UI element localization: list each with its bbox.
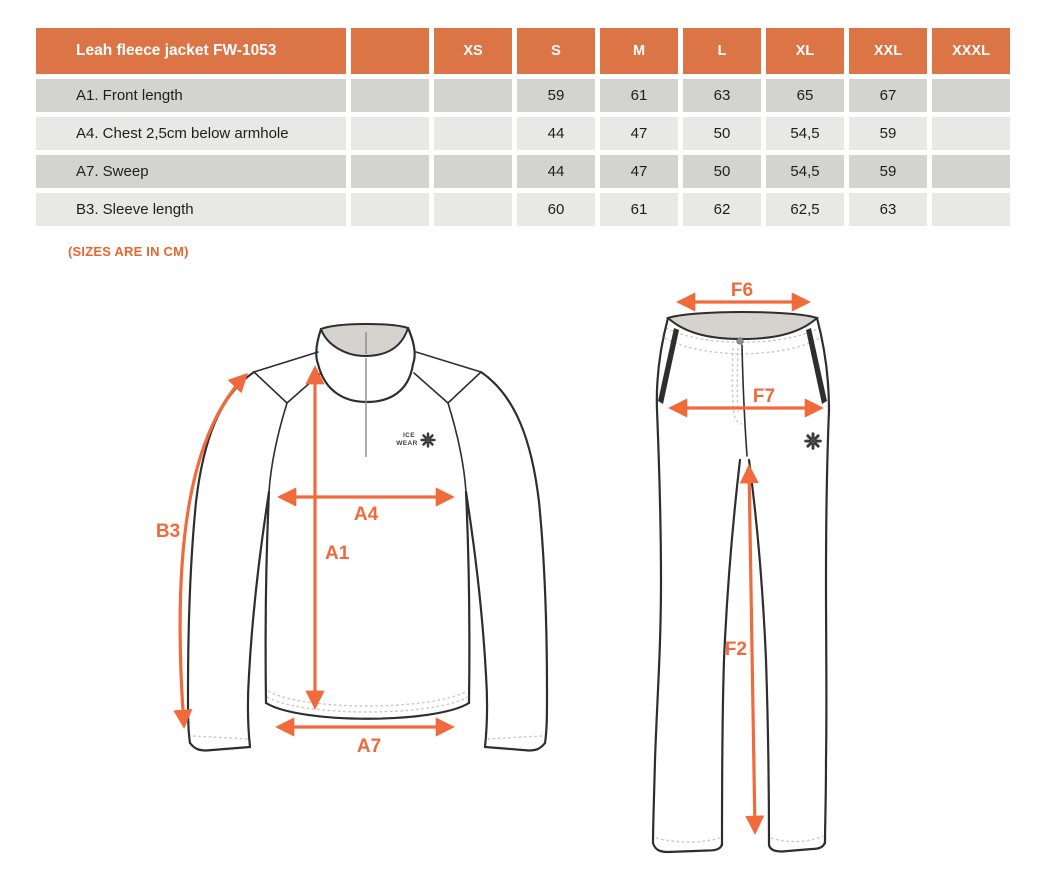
- cell: 59: [849, 117, 927, 150]
- cell: 60: [517, 193, 595, 226]
- cell: [434, 79, 512, 112]
- snowflake-icon: [422, 434, 435, 447]
- cell: [434, 193, 512, 226]
- cell: 47: [600, 155, 678, 188]
- table-header-row: [36, 28, 1010, 74]
- a4-label: A4: [353, 504, 379, 525]
- cell: 61: [600, 193, 678, 226]
- left-pocket: [658, 328, 679, 404]
- jacket-measurements: [156, 368, 452, 757]
- cell: [932, 155, 1010, 188]
- cell: [434, 117, 512, 150]
- cell: [351, 79, 429, 112]
- cell: [932, 79, 1010, 112]
- product-title: Leah fleece jacket FW-1053: [36, 28, 346, 74]
- cell: 59: [849, 155, 927, 188]
- size-chart-table: [31, 23, 1015, 231]
- cell: 44: [517, 155, 595, 188]
- right-pocket: [806, 328, 827, 404]
- cell: 47: [600, 117, 678, 150]
- cell: 50: [683, 117, 761, 150]
- size-col-s: S: [517, 28, 595, 74]
- cell: 54,5: [766, 117, 844, 150]
- cell: 63: [683, 79, 761, 112]
- cell: [434, 155, 512, 188]
- collar-opening: [321, 324, 408, 356]
- cell: 63: [849, 193, 927, 226]
- cell: 62,5: [766, 193, 844, 226]
- a7-label: A7: [356, 736, 382, 757]
- jacket-drawing: [188, 324, 547, 751]
- f2-arrow: [749, 467, 755, 832]
- pants-drawing: [653, 312, 829, 852]
- f7-label: F7: [752, 386, 776, 407]
- cell: 61: [600, 79, 678, 112]
- f6-label: F6: [730, 280, 754, 301]
- snowflake-icon: [806, 434, 821, 449]
- icewear-logo: [396, 432, 434, 447]
- waist-button: [737, 338, 743, 344]
- pants-measurements: [671, 280, 821, 832]
- row-label: A4. Chest 2,5cm below armhole: [36, 117, 346, 150]
- cell: 62: [683, 193, 761, 226]
- size-col-xxl: XXL: [849, 28, 927, 74]
- cell: 54,5: [766, 155, 844, 188]
- cell: 44: [517, 117, 595, 150]
- size-col-xxxl: XXXL: [932, 28, 1010, 74]
- row-label: B3. Sleeve length: [36, 193, 346, 226]
- logo-text-line1: ICE: [402, 432, 416, 439]
- size-col-m: M: [600, 28, 678, 74]
- cell: [932, 117, 1010, 150]
- cell: 67: [849, 79, 927, 112]
- a1-label: A1: [325, 543, 350, 564]
- cell: 59: [517, 79, 595, 112]
- size-col-xs: XS: [434, 28, 512, 74]
- table-row: [36, 117, 1010, 150]
- table-row: [36, 155, 1010, 188]
- cell: [351, 193, 429, 226]
- cell: [932, 193, 1010, 226]
- table-row: [36, 79, 1010, 112]
- pants-diagram: [620, 278, 930, 878]
- b3-arrow: [180, 375, 246, 726]
- cell: 65: [766, 79, 844, 112]
- size-col-xl: XL: [766, 28, 844, 74]
- f2-label: F2: [724, 639, 747, 660]
- cell: [351, 155, 429, 188]
- logo-text-line2: WEAR: [396, 440, 418, 447]
- row-label: A7. Sweep: [36, 155, 346, 188]
- cell: [351, 117, 429, 150]
- sizes-unit-note: (SIZES ARE IN CM): [68, 244, 189, 259]
- size-col-blank: [351, 28, 429, 74]
- table-row: [36, 193, 1010, 226]
- size-col-l: L: [683, 28, 761, 74]
- waist-opening: [668, 312, 817, 339]
- b3-label: B3: [155, 521, 181, 542]
- cell: 50: [683, 155, 761, 188]
- jacket-diagram: [140, 288, 600, 793]
- row-label: A1. Front length: [36, 79, 346, 112]
